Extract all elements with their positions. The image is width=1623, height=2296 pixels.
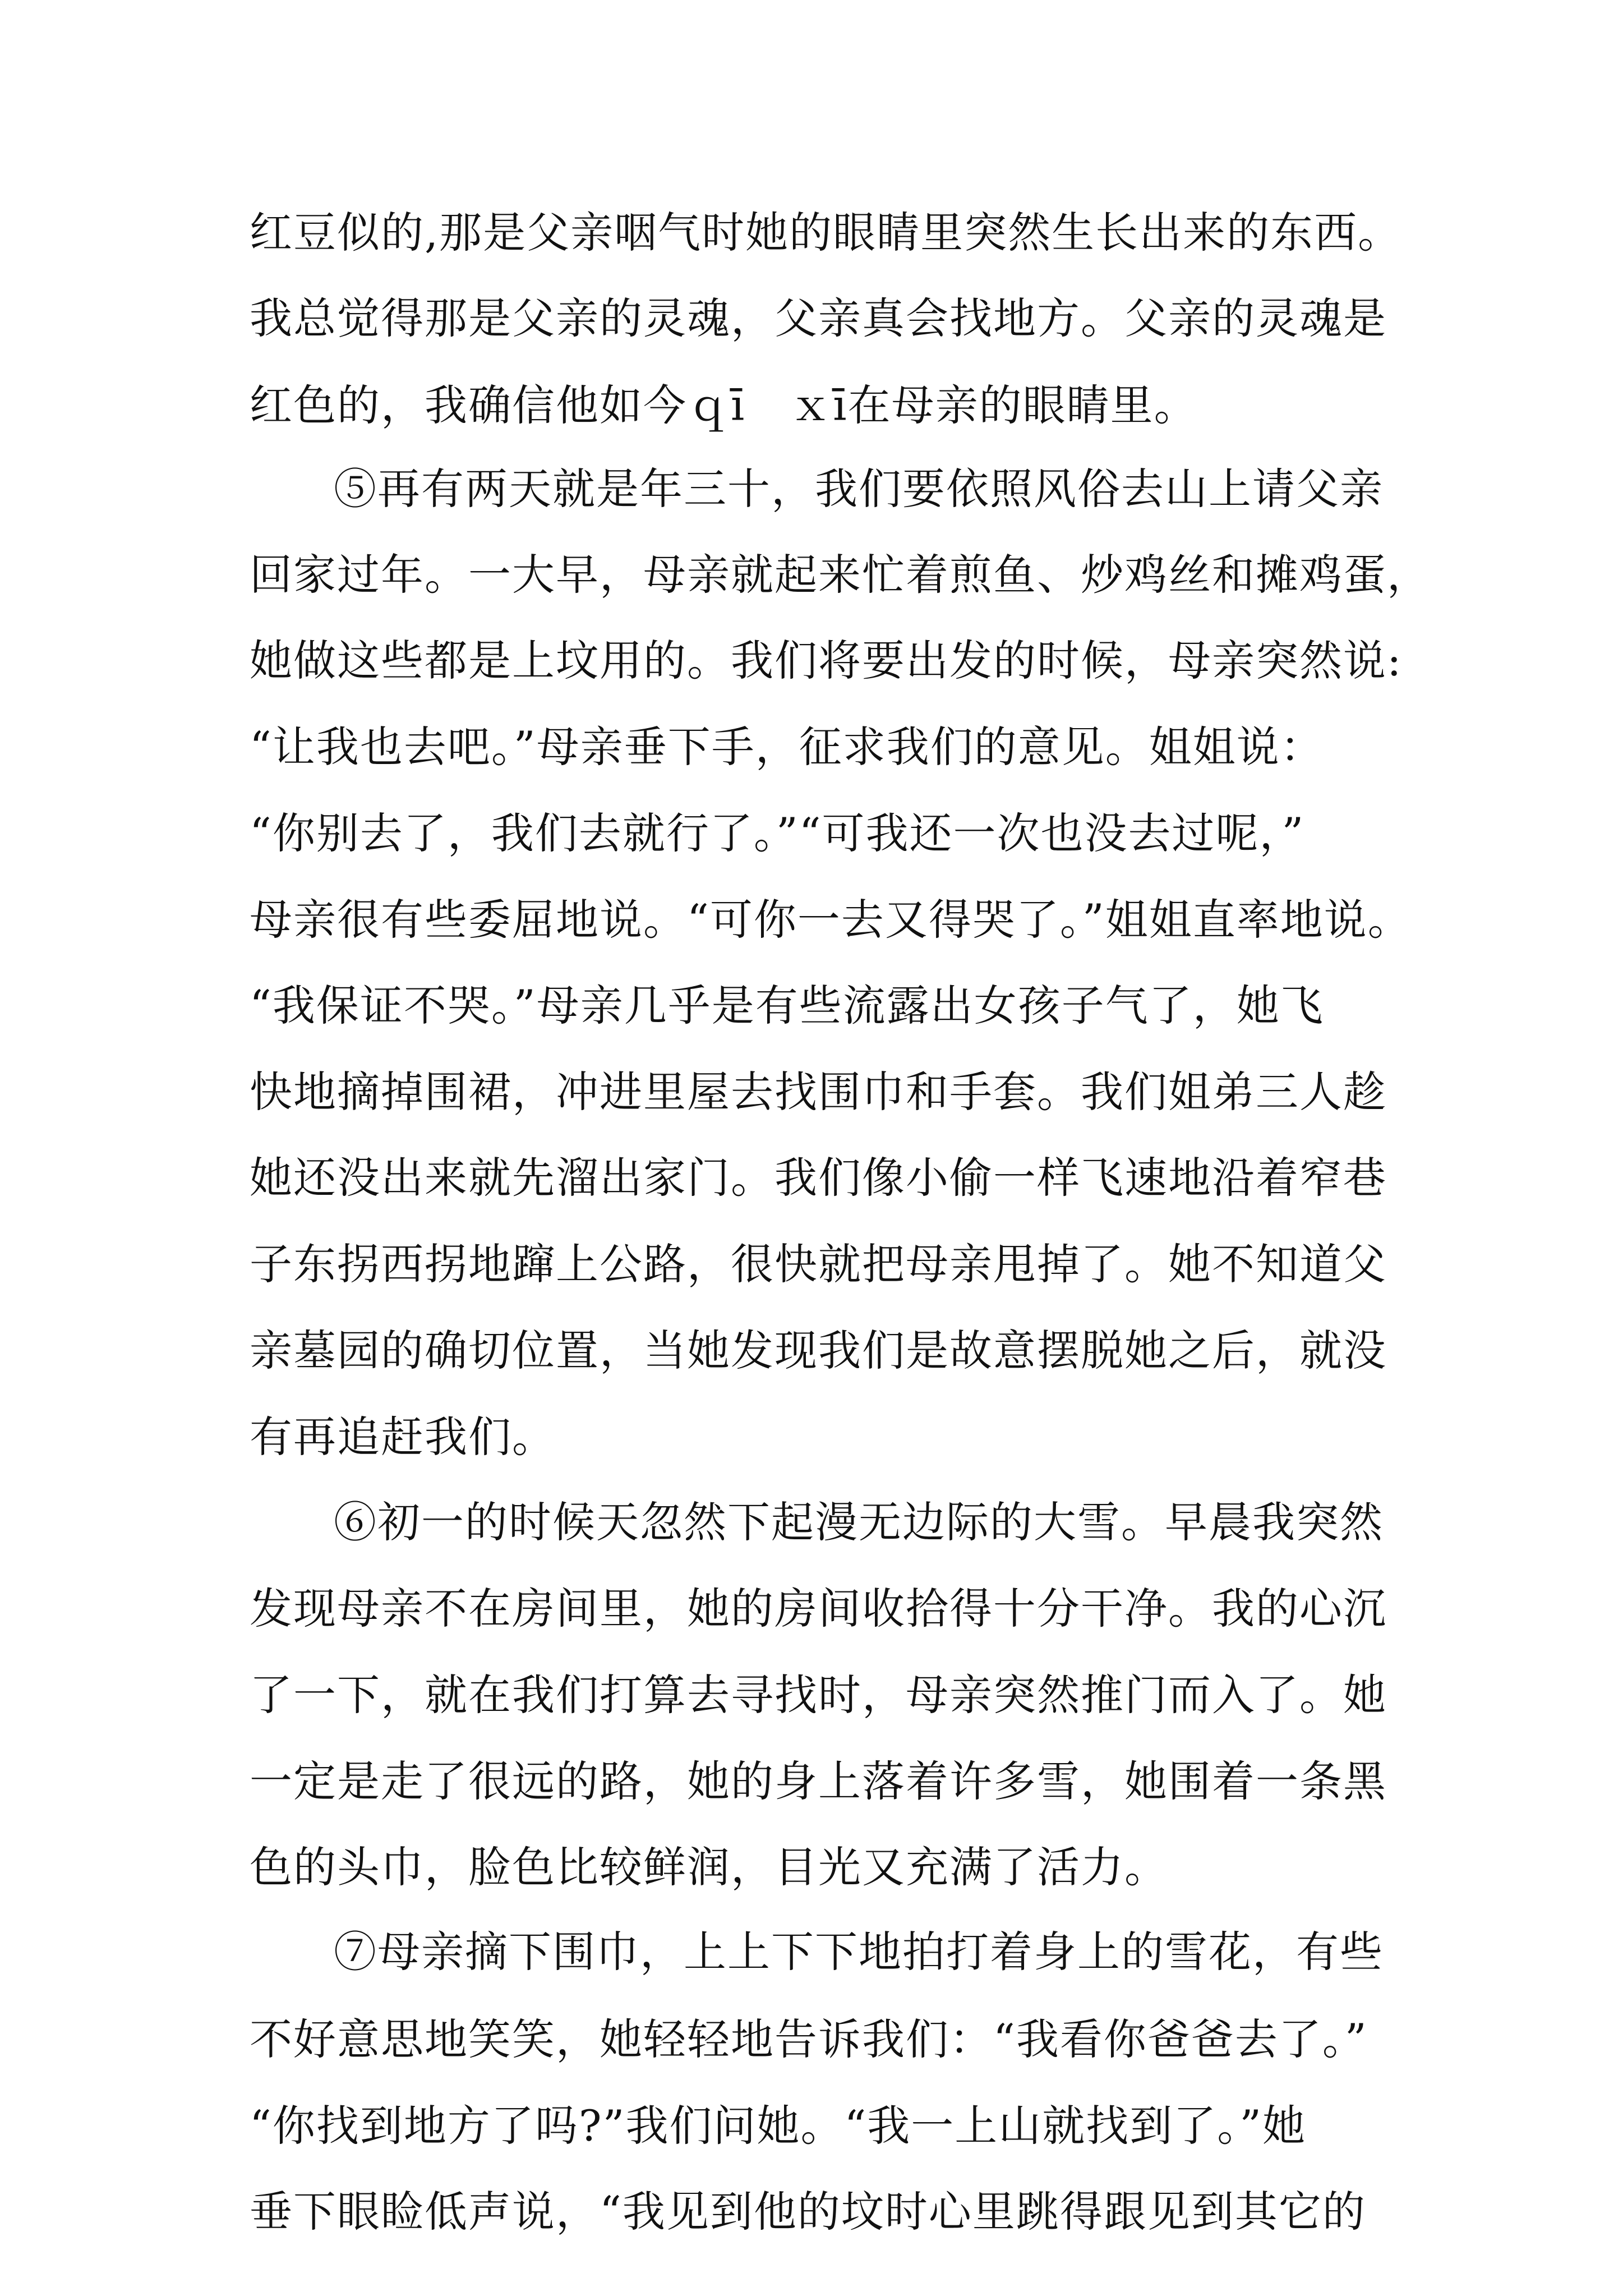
text-line: 我总觉得那是父亲的灵魂，父亲真会找地方。父亲的灵魂是 xyxy=(250,293,1387,343)
text-line: 了一下，就在我们打算去寻找时，母亲突然推门而入了。她 xyxy=(250,1670,1387,1720)
text-line: 子东拐西拐地蹿上公路，很快就把母亲甩掉了。她不知道父 xyxy=(250,1239,1387,1289)
text-line: 母亲很有些委屈地说。“可你一去又得哭了。”姐姐直率地说。 xyxy=(250,895,1412,945)
text-line: 她还没出来就先溜出家门。我们像小偷一样飞速地沿着窄巷 xyxy=(250,1153,1387,1203)
text-line: 亲墓园的确切位置，当她发现我们是故意摆脱她之后，就没 xyxy=(250,1326,1387,1375)
text-line: “你找到地方了吗?”我们问她。“我一上山就找到了。”她 xyxy=(250,2101,1307,2151)
paragraph-5-start: ⑤再有两天就是年三十，我们要依照风俗去山上请父亲 xyxy=(334,464,1384,514)
text-line: 快地摘掉围裙，冲进里屋去找围巾和手套。我们姐弟三人趁 xyxy=(250,1067,1387,1117)
text-line: 发现母亲不在房间里，她的房间收拾得十分干净。我的心沉 xyxy=(250,1584,1387,1634)
paragraph-6-start: ⑥初一的时候天忽然下起漫无边际的大雪。早晨我突然 xyxy=(334,1497,1384,1547)
text-line: 垂下眼睑低声说，“我见到他的坟时心里跳得跟见到其它的 xyxy=(250,2187,1366,2237)
text-line: “让我也去吧。”母亲垂下手，征求我们的意见。姐姐说： xyxy=(250,722,1324,772)
text-line: 红豆似的,那是父亲咽气时她的眼睛里突然生长出来的东西。 xyxy=(250,208,1402,257)
text-line: 一定是走了很远的路，她的身上落着许多雪，她围着一条黑 xyxy=(250,1756,1387,1806)
text-line: 红色的，我确信他如今ｑī ｘī在母亲的眼睛里。 xyxy=(250,380,1198,430)
text-line: 不好意思地笑笑，她轻轻地告诉我们：“我看你爸爸去了。” xyxy=(250,2014,1368,2064)
text-line: 回家过年。一大早，母亲就起来忙着煎鱼、炒鸡丝和摊鸡蛋， xyxy=(250,550,1431,600)
paragraph-7-start: ⑦母亲摘下围巾，上上下下地拍打着身上的雪花，有些 xyxy=(334,1927,1384,1977)
text-line: 有再追赶我们。 xyxy=(250,1412,556,1462)
text-line: 她做这些都是上坟用的。我们将要出发的时候，母亲突然说: xyxy=(250,636,1403,685)
text-line: “我保证不哭。”母亲几乎是有些流露出女孩子气了，她飞 xyxy=(250,981,1324,1030)
text-line: 色的头巾，脸色比较鲜润，目光又充满了活力。 xyxy=(250,1842,1168,1892)
text-line: “你别去了，我们去就行了。”“可我还一次也没去过呢，” xyxy=(250,808,1305,858)
